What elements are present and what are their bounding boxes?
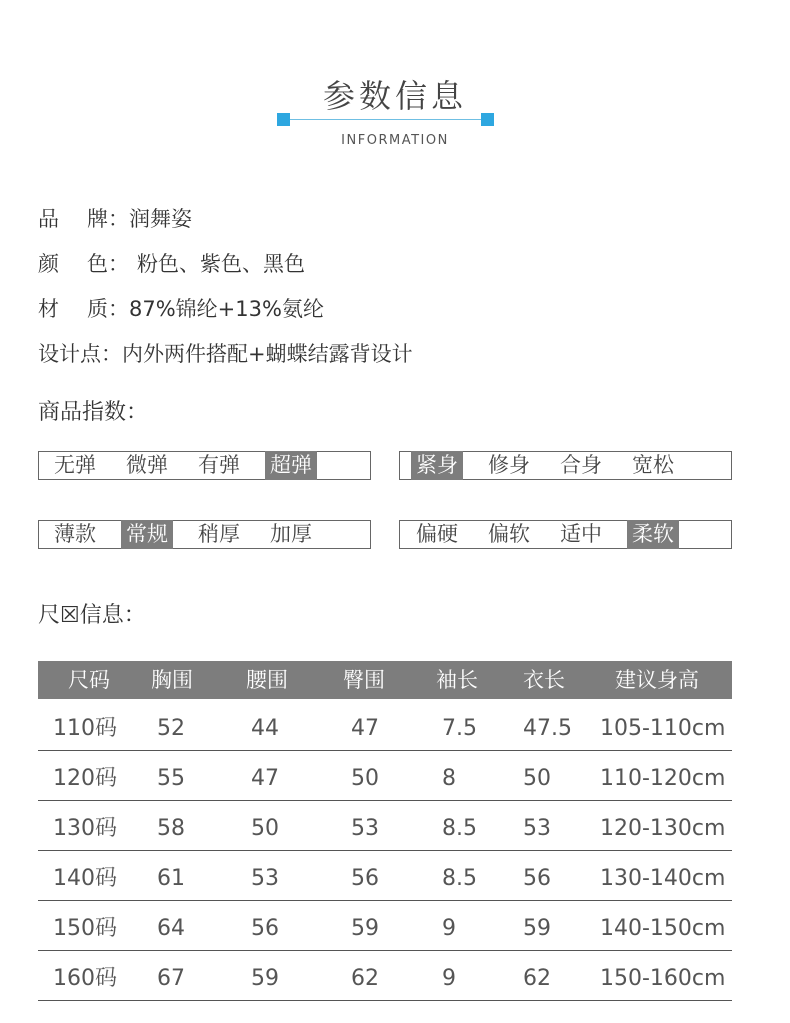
header-cell: 袖长 (436, 668, 478, 692)
left-square-decoration (277, 113, 290, 126)
index-option: 薄款 (54, 522, 96, 546)
brand-value: 润舞姿 (129, 207, 192, 231)
table-cell: 8 (442, 766, 456, 791)
table-cell: 62 (351, 966, 379, 991)
table-cell: 59 (523, 916, 551, 941)
index-option-selected: 常规 (121, 520, 173, 549)
header-cell: 尺码 (68, 668, 110, 692)
index-option: 偏软 (488, 522, 530, 546)
index-option: 无弹 (54, 453, 96, 477)
material-label-a: 材 (38, 297, 59, 321)
table-row (38, 900, 732, 951)
table-cell: 110码 (53, 716, 117, 741)
table-cell: 56 (351, 866, 379, 891)
info-color (38, 249, 305, 279)
thickness-index (38, 520, 371, 549)
table-cell: 50 (523, 766, 551, 791)
softness-index (399, 520, 732, 549)
info-design (38, 339, 413, 369)
table-cell: 105-110cm (600, 716, 726, 741)
color-value: 粉色、紫色、黑色 (137, 252, 305, 276)
table-cell: 140码 (53, 866, 117, 891)
material-label-b: 质： (87, 297, 129, 321)
table-cell: 150-160cm (600, 966, 726, 991)
header-cell: 建议身高 (615, 668, 699, 692)
size-table-header (38, 661, 732, 699)
table-cell: 47.5 (523, 716, 572, 741)
header-cell: 衣长 (523, 668, 565, 692)
table-cell: 56 (523, 866, 551, 891)
table-cell: 53 (251, 866, 279, 891)
table-cell: 8.5 (442, 816, 477, 841)
design-label: 设计点： (38, 342, 122, 366)
header-cell: 胸围 (151, 668, 193, 692)
index-option-selected: 柔软 (627, 520, 679, 549)
index-option: 合身 (560, 453, 602, 477)
table-cell: 9 (442, 916, 456, 941)
index-option: 稍厚 (198, 522, 240, 546)
table-cell: 56 (251, 916, 279, 941)
table-cell: 47 (351, 716, 379, 741)
right-square-decoration (481, 113, 494, 126)
title-divider (284, 119, 494, 120)
table-row (38, 950, 732, 1001)
table-cell: 58 (157, 816, 185, 841)
section-header (0, 74, 790, 148)
table-cell: 120码 (53, 766, 117, 791)
index-option: 偏硬 (416, 522, 458, 546)
info-brand (38, 204, 192, 234)
brand-label-a: 品 (38, 207, 59, 231)
table-cell: 53 (351, 816, 379, 841)
table-cell: 7.5 (442, 716, 477, 741)
table-cell: 53 (523, 816, 551, 841)
page-title: 参数信息 (322, 77, 467, 115)
table-cell: 61 (157, 866, 185, 891)
index-option-selected: 超弹 (265, 451, 317, 480)
table-cell: 52 (157, 716, 185, 741)
index-option: 适中 (560, 522, 602, 546)
table-cell: 59 (251, 966, 279, 991)
brand-label-b: 牌： (87, 207, 129, 231)
table-cell: 9 (442, 966, 456, 991)
table-cell: 47 (251, 766, 279, 791)
info-material (38, 294, 324, 324)
index-option: 有弹 (198, 453, 240, 477)
color-label-a: 颜 (38, 252, 59, 276)
table-row (38, 850, 732, 901)
table-cell: 120-130cm (600, 816, 726, 841)
indices-title: 商品指数： (38, 400, 149, 425)
color-label-b: 色： (87, 252, 129, 276)
table-cell: 160码 (53, 966, 117, 991)
index-option: 修身 (488, 453, 530, 477)
table-row (38, 700, 732, 751)
header-cell: 腰围 (246, 668, 288, 692)
table-cell: 8.5 (442, 866, 477, 891)
table-cell: 150码 (53, 916, 117, 941)
header-cell: 臀围 (343, 668, 385, 692)
table-cell: 59 (351, 916, 379, 941)
table-cell: 130码 (53, 816, 117, 841)
table-row (38, 800, 732, 851)
table-cell: 64 (157, 916, 185, 941)
elasticity-index (38, 451, 371, 480)
table-cell: 62 (523, 966, 551, 991)
table-cell: 140-150cm (600, 916, 726, 941)
fit-index (399, 451, 732, 480)
page-subtitle: INFORMATION (341, 133, 449, 148)
material-value: 87%锦纶+13%氨纶 (129, 297, 324, 321)
table-cell: 50 (351, 766, 379, 791)
index-option-selected: 紧身 (411, 451, 463, 480)
table-cell: 44 (251, 716, 279, 741)
table-cell: 50 (251, 816, 279, 841)
index-option: 宽松 (632, 453, 674, 477)
table-cell: 67 (157, 966, 185, 991)
design-value: 内外两件搭配+蝴蝶结露背设计 (122, 342, 413, 366)
table-row (38, 750, 732, 801)
size-title: 尺☒信息： (38, 603, 146, 628)
index-option: 加厚 (270, 522, 312, 546)
table-cell: 130-140cm (600, 866, 726, 891)
table-cell: 55 (157, 766, 185, 791)
index-option: 微弹 (126, 453, 168, 477)
table-cell: 110-120cm (600, 766, 726, 791)
